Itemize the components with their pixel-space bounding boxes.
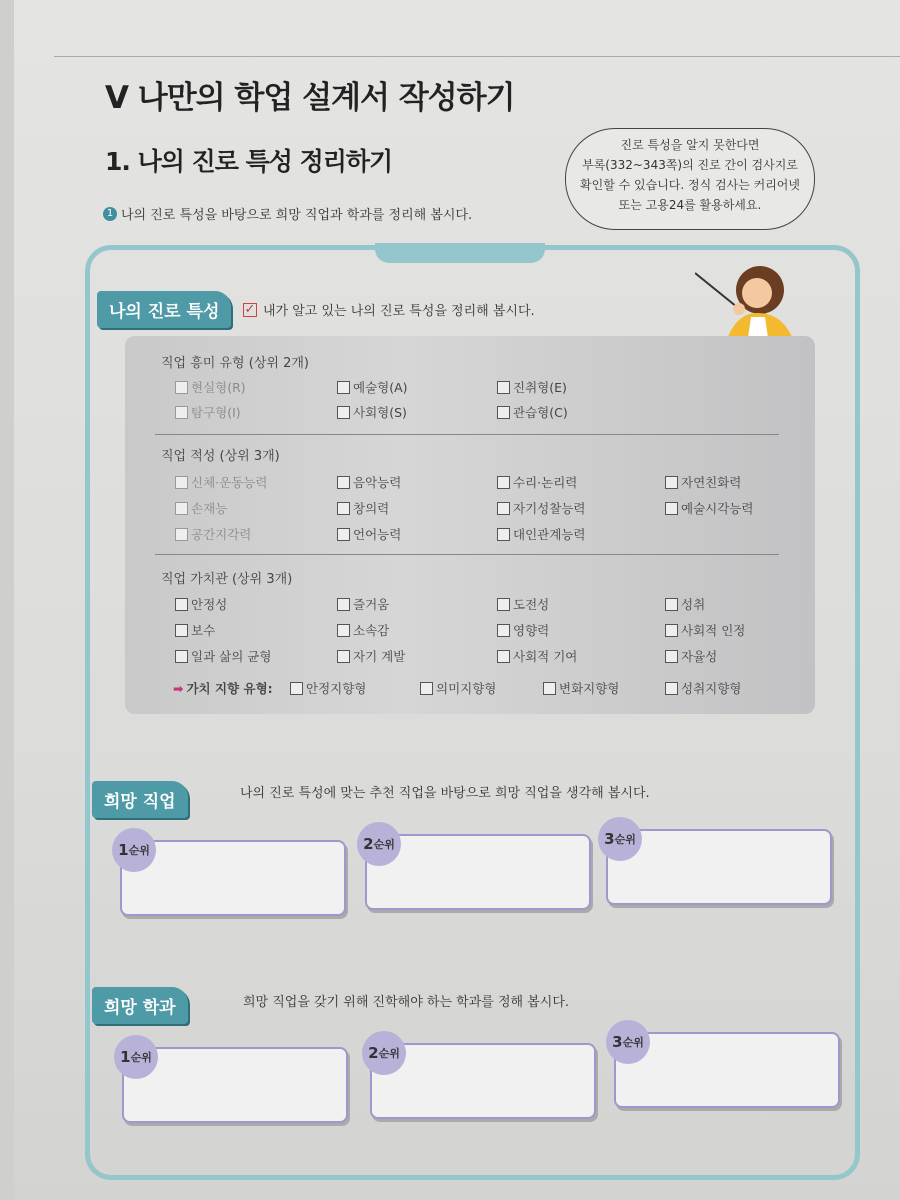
rank-badge	[114, 1035, 158, 1079]
checkbox[interactable]	[665, 502, 678, 515]
checkbox[interactable]	[175, 650, 188, 663]
option-label: 창의력	[353, 501, 390, 516]
option-label: 영향력	[513, 623, 550, 638]
option-label: 사회적 기여	[513, 649, 578, 664]
jobs-label: 희망 직업	[92, 781, 188, 818]
option-label: 관습형(C)	[513, 405, 568, 420]
divider	[155, 434, 779, 435]
rank-number: 3	[612, 1033, 623, 1051]
checkbox[interactable]	[497, 381, 510, 394]
option-label: 자기성찰능력	[513, 501, 586, 516]
option-label: 수리·논리력	[513, 475, 578, 490]
speech-bubble	[565, 128, 815, 230]
orientation-option[interactable]	[420, 679, 496, 697]
checkbox[interactable]	[497, 406, 510, 419]
option-label: 음악능력	[353, 475, 402, 490]
checkbox[interactable]	[497, 650, 510, 663]
orientation-option[interactable]	[290, 679, 366, 697]
checkbox[interactable]	[337, 598, 350, 611]
option-label: 신체·운동능력	[191, 475, 268, 490]
rank-number: 2	[368, 1044, 379, 1062]
rank-badge	[598, 817, 642, 861]
option-label: 탐구형(I)	[191, 405, 241, 420]
rank-badge	[362, 1031, 406, 1075]
orientation-option[interactable]	[543, 679, 619, 697]
checkbox[interactable]	[337, 381, 350, 394]
option-label: 성취지향형	[681, 681, 742, 696]
rank-number: 1	[120, 1048, 131, 1066]
checkbox-option[interactable]	[497, 595, 549, 613]
option-label: 안정지향형	[306, 681, 367, 696]
rank-suffix: 순위	[128, 844, 150, 857]
option-label: 언어능력	[353, 527, 402, 542]
checkmark-icon: ✓	[244, 301, 256, 317]
checkbox[interactable]	[175, 381, 188, 394]
orientation-option[interactable]	[665, 679, 741, 697]
checkbox[interactable]	[665, 598, 678, 611]
jobs-instruction: 나의 진로 특성에 맞는 추천 직업을 바탕으로 희망 직업을 생각해 봅시다.	[240, 786, 650, 801]
option-label: 현실형(R)	[191, 380, 246, 395]
checkbox-option[interactable]	[175, 647, 271, 665]
option-label: 일과 삶의 균형	[191, 649, 272, 664]
checkbox[interactable]	[543, 682, 556, 695]
checkbox[interactable]	[497, 476, 510, 489]
checkbox[interactable]	[665, 624, 678, 637]
option-label: 사회형(S)	[353, 405, 407, 420]
rank-number: 1	[118, 841, 129, 859]
checkbox[interactable]	[337, 476, 350, 489]
checkbox-option[interactable]	[175, 595, 227, 613]
checkbox-option[interactable]	[497, 473, 577, 491]
question	[103, 204, 472, 223]
checkbox[interactable]	[175, 502, 188, 515]
bubble-line: 부록(332~343쪽)의 진로 간이 검사지로	[582, 158, 798, 172]
checkbox[interactable]	[497, 624, 510, 637]
rank-suffix: 순위	[130, 1051, 152, 1064]
checkbox-option[interactable]	[337, 621, 389, 639]
checkbox[interactable]	[497, 502, 510, 515]
section-title: 1. 나의 진로 특성 정리하기	[105, 147, 393, 176]
checkbox-option[interactable]	[497, 403, 568, 421]
checkbox[interactable]	[175, 598, 188, 611]
option-label: 손재능	[191, 501, 228, 516]
interest-title: 직업 흥미 유형 (상위 2개)	[161, 356, 309, 371]
checkbox-option[interactable]	[665, 647, 717, 665]
option-label: 의미지향형	[436, 681, 497, 696]
rank-badge	[357, 822, 401, 866]
checkbox[interactable]	[337, 502, 350, 515]
option-label: 진취형(E)	[513, 380, 567, 395]
checkbox-option[interactable]	[175, 378, 246, 396]
aptitude-title: 직업 적성 (상위 3개)	[161, 449, 280, 464]
checkbox-option[interactable]	[175, 403, 241, 421]
checkbox-option[interactable]	[337, 499, 389, 517]
checkbox-option[interactable]	[665, 499, 753, 517]
option-label: 자율성	[681, 649, 718, 664]
option-label: 대인관계능력	[513, 527, 586, 542]
checkbox[interactable]	[175, 406, 188, 419]
checkbox-option[interactable]	[337, 378, 408, 396]
checkbox[interactable]	[290, 682, 303, 695]
checkbox-option[interactable]	[337, 595, 389, 613]
bubble-line: 진로 특성을 알지 못한다면	[620, 138, 760, 152]
checkbox[interactable]	[337, 406, 350, 419]
checkbox-option[interactable]	[337, 525, 401, 543]
option-label: 사회적 인정	[681, 623, 746, 638]
traits-card	[125, 336, 815, 714]
option-label: 보수	[191, 623, 216, 638]
option-label: 즐거움	[353, 597, 390, 612]
checkbox-option[interactable]	[497, 525, 585, 543]
teacher-illustration-icon	[695, 255, 805, 345]
checkbox[interactable]	[337, 650, 350, 663]
option-label: 도전성	[513, 597, 550, 612]
checkbox-option[interactable]	[665, 473, 741, 491]
rank-badge	[606, 1020, 650, 1064]
checkbox[interactable]	[420, 682, 433, 695]
checkbox-option[interactable]	[497, 621, 549, 639]
rank-badge	[112, 828, 156, 872]
option-label: 소속감	[353, 623, 390, 638]
checkbox-option[interactable]	[497, 499, 585, 517]
checkbox[interactable]	[665, 650, 678, 663]
checkbox[interactable]	[175, 476, 188, 489]
majors-instruction: 희망 직업을 갖기 위해 진학해야 하는 학과를 정해 봅시다.	[243, 995, 570, 1010]
rank-suffix: 순위	[614, 833, 636, 846]
option-label: 공간지각력	[191, 527, 252, 542]
checkbox-option[interactable]	[337, 403, 407, 421]
orientation-label-text: 가치 지향 유형:	[186, 681, 273, 696]
rank-suffix: 순위	[378, 1047, 400, 1060]
option-label: 예술형(A)	[353, 380, 408, 395]
rank-suffix: 순위	[622, 1036, 644, 1049]
checkbox-option[interactable]	[175, 525, 251, 543]
instruction-text: 내가 알고 있는 나의 진로 특성을 정리해 봅시다.	[263, 304, 535, 319]
checkbox[interactable]	[497, 598, 510, 611]
option-label: 자연친화력	[681, 475, 742, 490]
checkbox[interactable]	[337, 528, 350, 541]
checkbox[interactable]	[665, 476, 678, 489]
checkbox[interactable]	[175, 624, 188, 637]
checkbox-option[interactable]	[665, 621, 745, 639]
frame-tab	[375, 243, 545, 263]
option-label: 자기 계발	[353, 649, 406, 664]
bubble-line: 확인할 수 있습니다. 정식 검사는 커리어넷	[580, 178, 800, 192]
traits-instruction	[243, 300, 535, 319]
bubble-line: 또는 고용24를 활용하세요.	[618, 198, 762, 212]
checkbox-option[interactable]	[337, 473, 401, 491]
rank-number: 3	[604, 830, 615, 848]
majors-label: 희망 학과	[92, 987, 188, 1024]
divider	[155, 554, 779, 555]
rank-number: 2	[363, 835, 374, 853]
checkbox-option[interactable]	[337, 647, 405, 665]
checkbox-option[interactable]	[175, 621, 215, 639]
checkbox[interactable]	[337, 624, 350, 637]
checkbox-option[interactable]	[497, 378, 567, 396]
chapter-title: V 나만의 학업 설계서 작성하기	[105, 80, 515, 116]
option-label: 안정성	[191, 597, 228, 612]
divider	[54, 56, 900, 57]
option-label: 성취	[681, 597, 706, 612]
checkbox-option[interactable]	[665, 595, 705, 613]
checkbox-option[interactable]	[175, 499, 227, 517]
question-number: 1	[103, 207, 117, 221]
checkbox[interactable]	[665, 682, 678, 695]
checkbox[interactable]	[175, 528, 188, 541]
orientation-label	[173, 679, 273, 697]
option-label: 변화지향형	[559, 681, 620, 696]
checkbox-option[interactable]	[497, 647, 577, 665]
traits-label: 나의 진로 특성	[97, 291, 231, 328]
arrow-icon: ➡	[173, 680, 184, 696]
checkbox[interactable]	[497, 528, 510, 541]
checkbox-option[interactable]	[175, 473, 267, 491]
values-title: 직업 가치관 (상위 3개)	[161, 572, 293, 587]
question-text: 나의 진로 특성을 바탕으로 희망 직업과 학과를 정리해 봅시다.	[121, 208, 473, 223]
rank-suffix: 순위	[373, 838, 395, 851]
option-label: 예술시각능력	[681, 501, 754, 516]
